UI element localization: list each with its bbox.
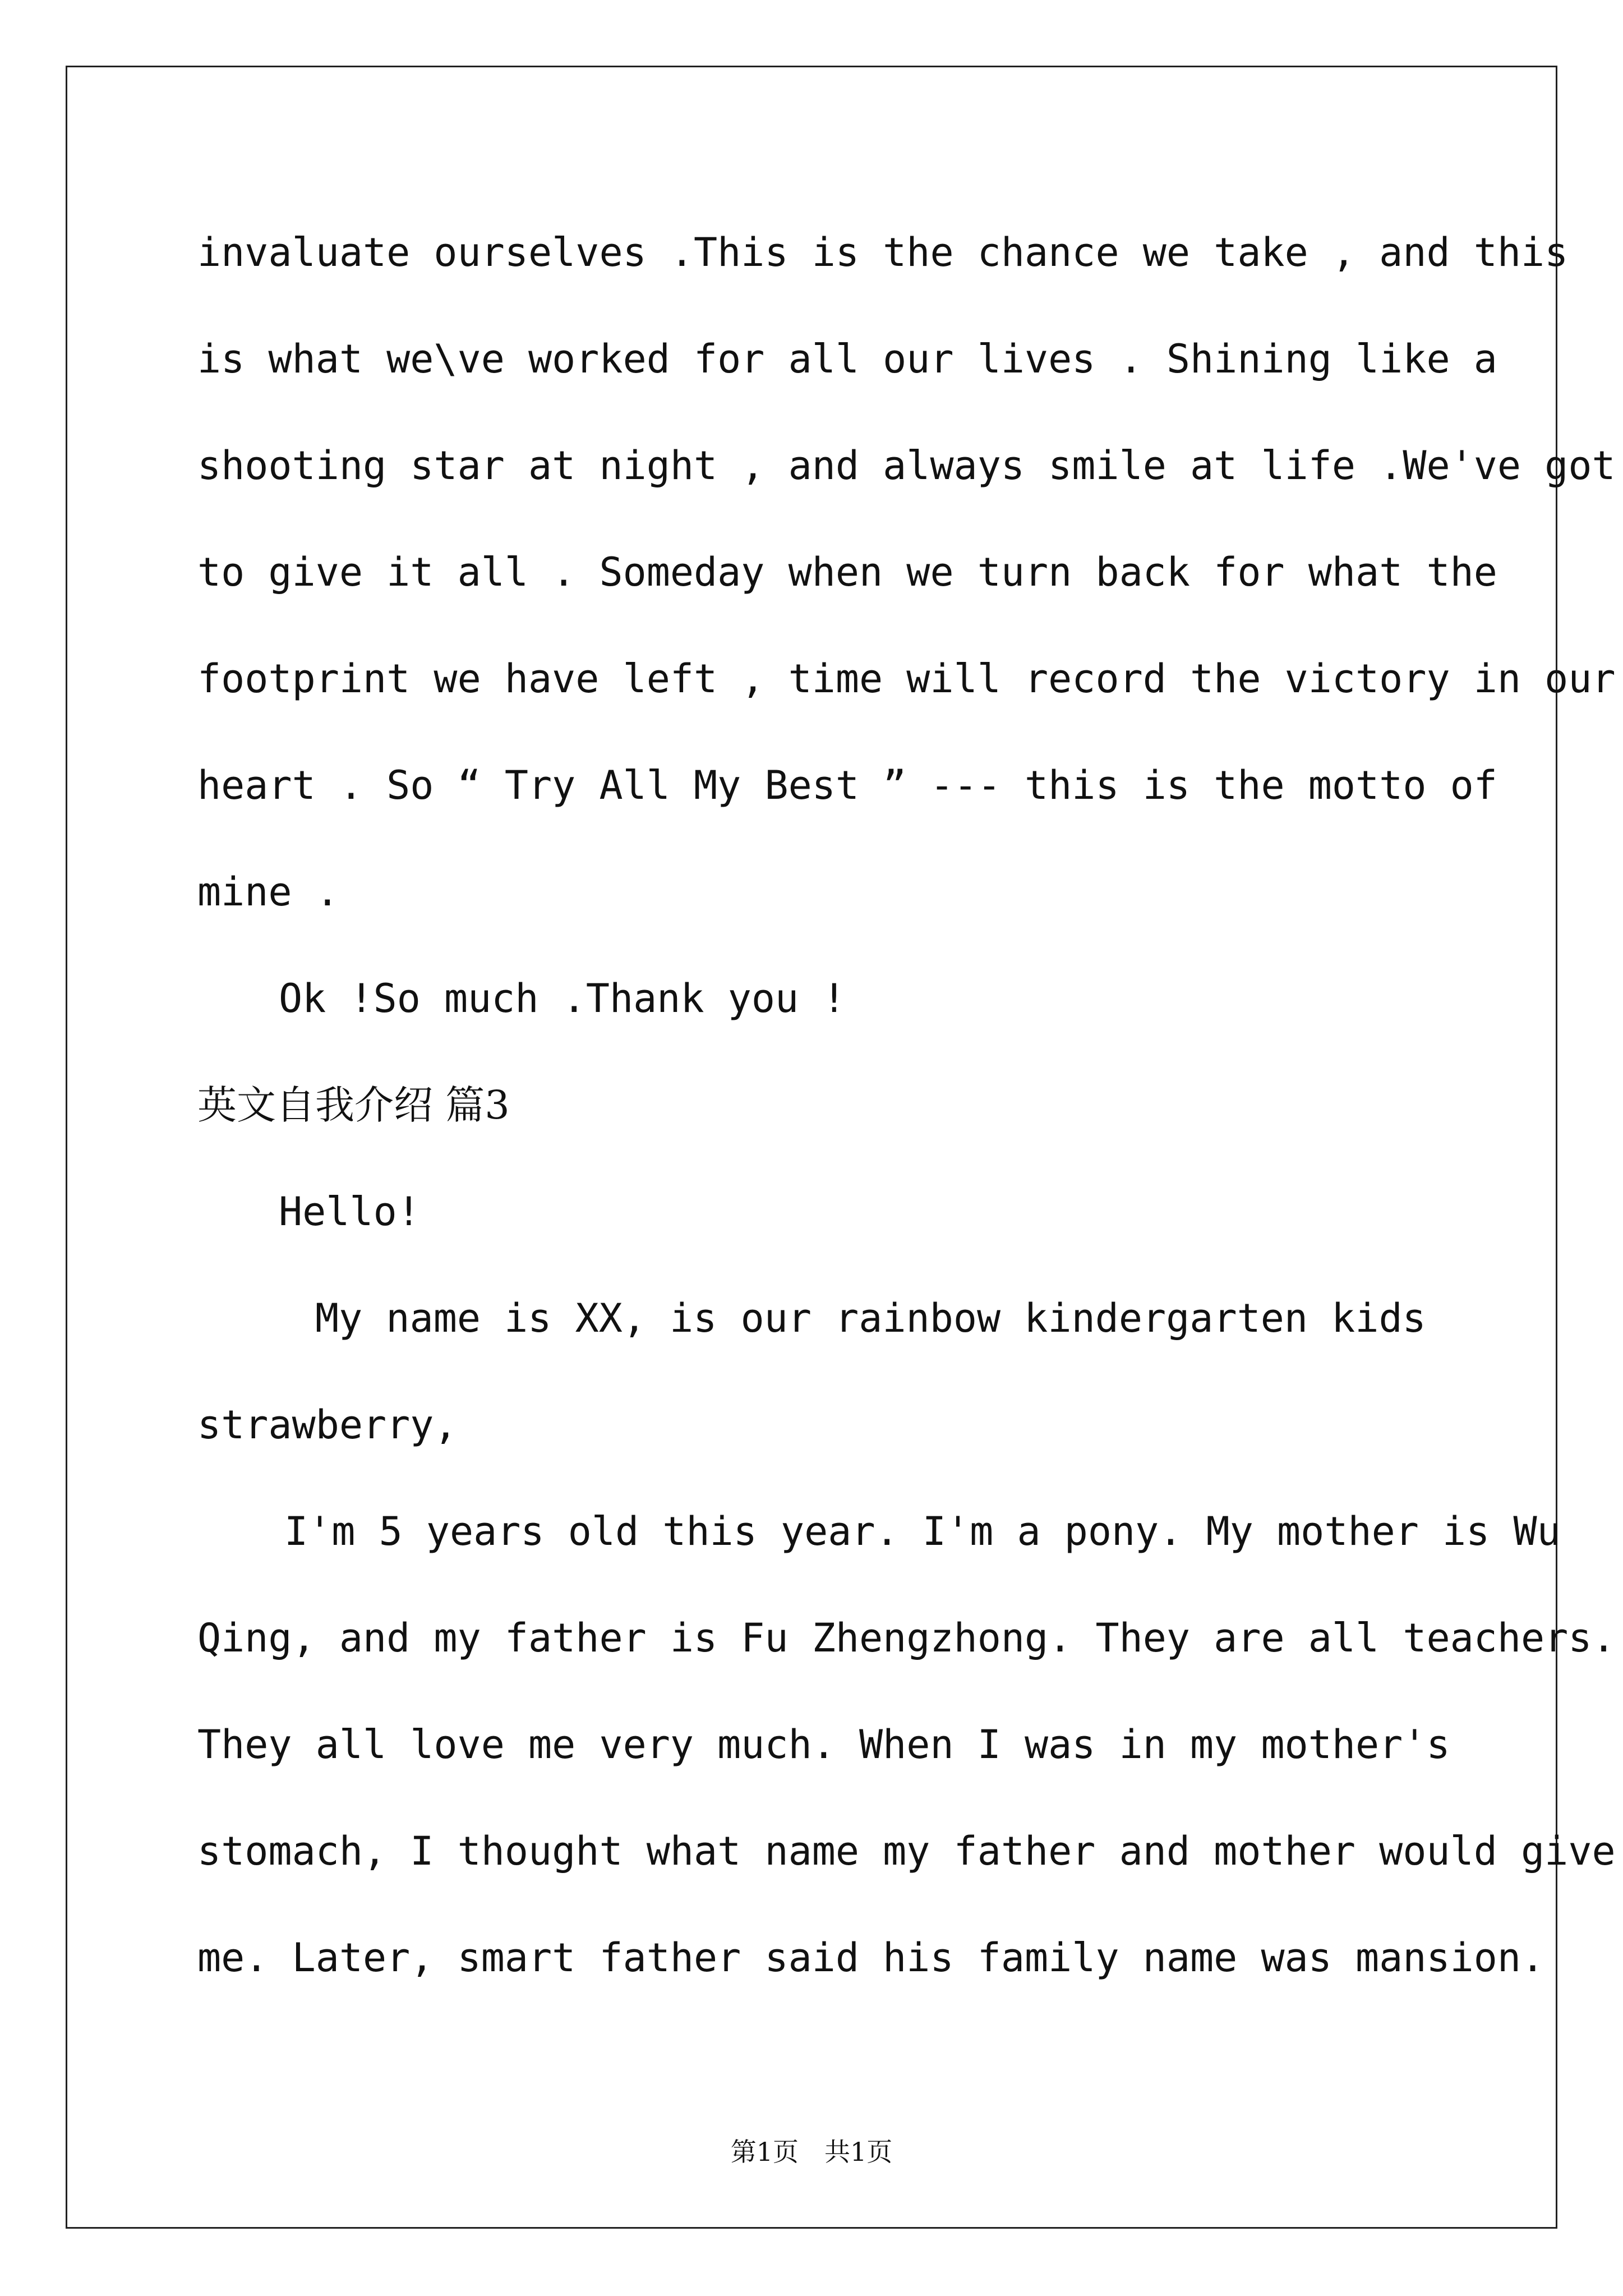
document-body: [197, 219, 1616, 2031]
paragraph-line: stomach, I thought what name my father and mother would give: [197, 1828, 1616, 1874]
paragraph-line: Ok !So much .Thank you !: [279, 976, 846, 1022]
paragraph-line: invaluate ourselves .This is the chance we take , and this: [197, 229, 1569, 275]
paragraph-line: heart . So “ Try All My Best ” --- this is the motto of: [197, 762, 1497, 808]
paragraph-line: to give it all . Someday when we turn back for what the: [197, 549, 1497, 595]
paragraph-line: I'm 5 years old this year. I'm a pony. My mother is Wu: [284, 1508, 1561, 1554]
section-heading: 英文自我介绍 篇3: [197, 1082, 510, 1128]
paragraph-line: me. Later, smart father said his family name was mansion.: [197, 1935, 1545, 1981]
page-footer: 第1页 共1页: [730, 2137, 893, 2167]
paragraph-line: Qing, and my father is Fu Zhengzhong. They are all teachers.: [197, 1615, 1616, 1661]
paragraph-line: is what we\ve worked for all our lives . Shining like a: [197, 336, 1497, 382]
paragraph-line: mine .: [197, 869, 339, 915]
paragraph-line: footprint we have left , time will record the victory in our: [197, 656, 1616, 702]
paragraph-line: strawberry,: [197, 1402, 458, 1448]
paragraph-line: They all love me very much. When I was in my mother's: [197, 1722, 1450, 1768]
paragraph-line: My name is XX, is our rainbow kindergarten kids: [315, 1295, 1426, 1341]
paragraph-line: shooting star at night , and always smile at life .We've got: [197, 443, 1616, 489]
paragraph-line: Hello!: [279, 1189, 421, 1235]
